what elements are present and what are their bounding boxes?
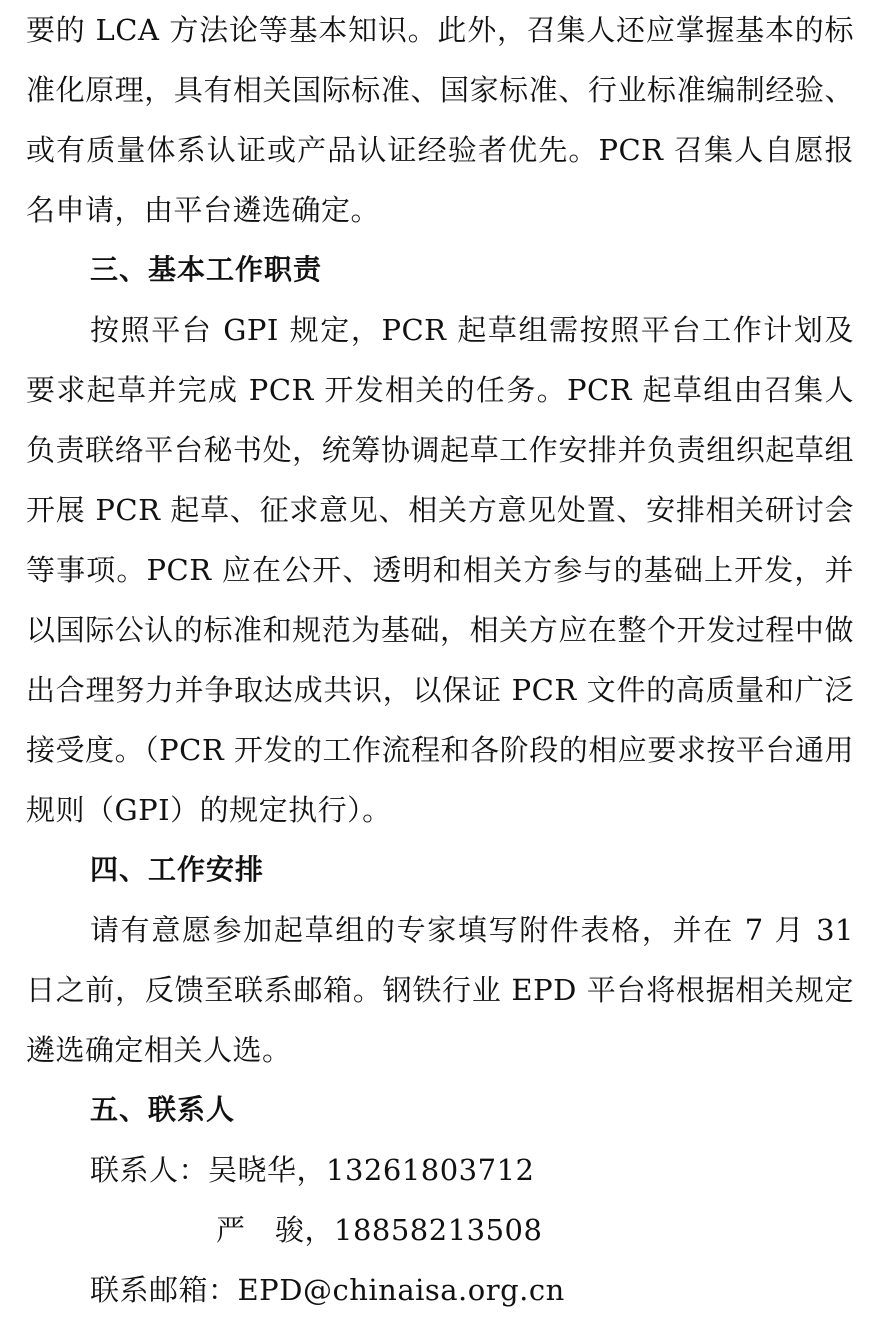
section-3-heading: 三、基本工作职责 bbox=[90, 253, 323, 286]
contact-person-2: 严 骏，18858213508 bbox=[216, 1213, 543, 1247]
contact-label: 联系人： bbox=[90, 1153, 209, 1187]
email-address[interactable]: EPD@chinaisa.org.cn bbox=[237, 1273, 565, 1307]
section-4-body: 请有意愿参加起草组的专家填写附件表格，并在 7 月 31 日之前，反馈至联系邮箱。钢铁行业 EPD 平台将根据相关规定遴选确定相关人选。 bbox=[26, 913, 854, 1067]
email-line bbox=[26, 1260, 854, 1320]
contact-person-1: 吴晓华，13261803712 bbox=[208, 1153, 535, 1187]
section-4-heading: 四、工作安排 bbox=[90, 853, 265, 886]
contact-line-1 bbox=[26, 1140, 854, 1200]
document-page bbox=[26, 0, 854, 1320]
section-3-body: 按照平台 GPI 规定，PCR 起草组需按照平台工作计划及要求起草并完成 PCR 开发相关的任务。PCR 起草组由召集人负责联络平台秘书处，统筹协调起草工作安排并负责组织起草组开展 PCR 起草、征求意见、相关方意见处置、安排相关研讨会等事项。PCR 应在公开、透明和相关方参与的基础上开发，并以国际公认的标准和规范为基础，相关方应在整个开发过程中做出合理努力并争取达成共识，以保证 PCR 文件的高质量和广泛接受度。（PCR 开发的工作流程和各阶段的相应要求按平台通用规则（GPI）的规定执行）。 bbox=[26, 313, 854, 827]
intro-paragraph-tail: 要的 LCA 方法论等基本知识。此外，召集人还应掌握基本的标准化原理，具有相关国际标准、国家标准、行业标准编制经验、或有质量体系认证或产品认证经验者优先。PCR 召集人自愿报名申请，由平台遴选确定。 bbox=[26, 13, 854, 227]
email-label: 联系邮箱： bbox=[90, 1273, 238, 1307]
section-5-heading: 五、联系人 bbox=[90, 1093, 236, 1126]
contact-line-2 bbox=[26, 1200, 854, 1260]
